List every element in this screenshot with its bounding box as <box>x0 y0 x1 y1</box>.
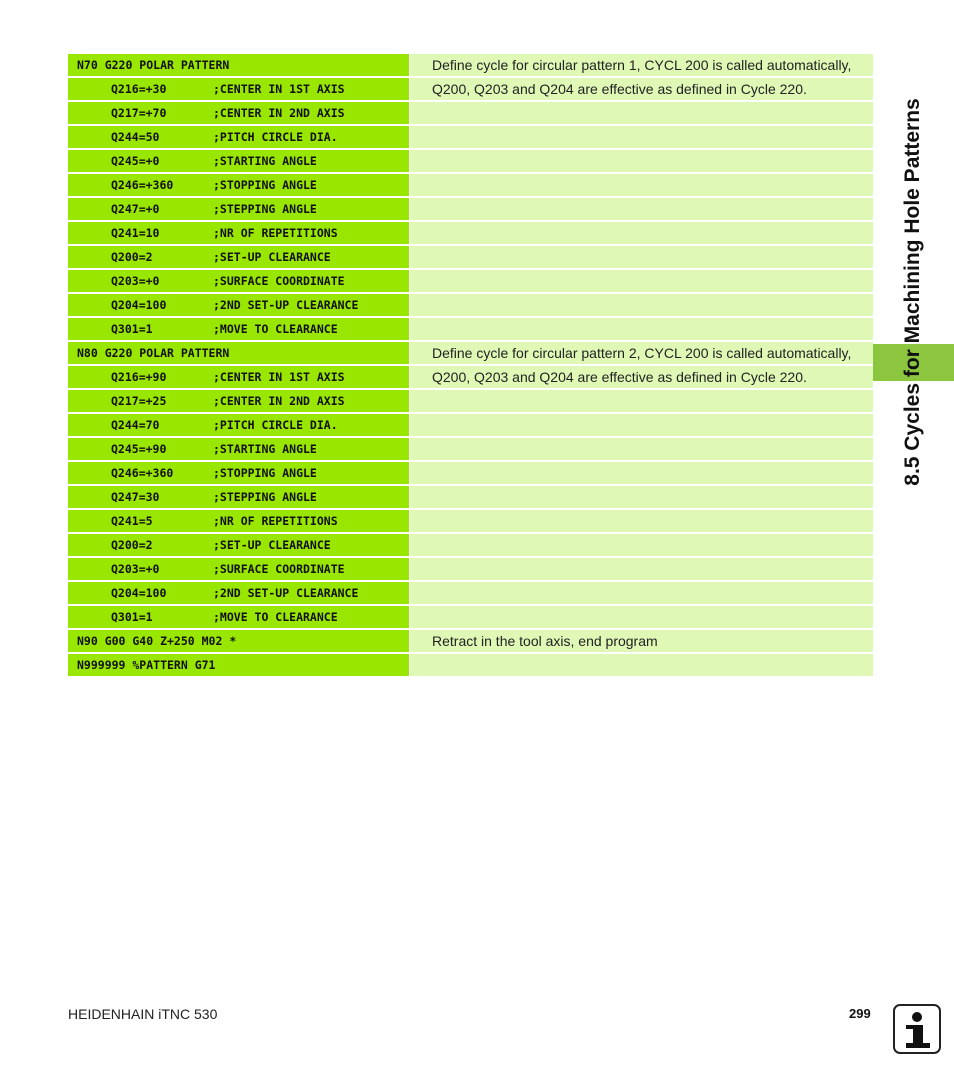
description-cell: Q200, Q203 and Q204 are effective as defined in Cycle 220. <box>410 78 873 100</box>
nc-comment: ;SURFACE COORDINATE <box>213 562 345 576</box>
listing-row <box>68 390 873 414</box>
nc-code-cell <box>68 126 409 148</box>
listing-row <box>68 654 873 678</box>
nc-code-cell <box>68 486 409 508</box>
nc-comment: ;CENTER IN 2ND AXIS <box>213 106 345 120</box>
listing-row <box>68 534 873 558</box>
listing-row <box>68 582 873 606</box>
nc-code-cell <box>68 198 409 220</box>
nc-code-cell <box>68 462 409 484</box>
description-cell <box>410 174 873 196</box>
description-cell <box>410 294 873 316</box>
description-cell: Define cycle for circular pattern 2, CYCL 200 is called automatically, <box>410 342 873 364</box>
listing-row <box>68 630 873 654</box>
nc-code-cell <box>68 174 409 196</box>
nc-comment: ;MOVE TO CLEARANCE <box>213 322 338 336</box>
description-cell <box>410 486 873 508</box>
nc-parameter: Q244=50 <box>111 130 160 144</box>
nc-parameter: Q200=2 <box>111 538 153 552</box>
listing-row <box>68 414 873 438</box>
nc-code-cell <box>68 582 409 604</box>
nc-code-cell <box>68 534 409 556</box>
listing-row <box>68 438 873 462</box>
nc-comment: ;NR OF REPETITIONS <box>213 514 338 528</box>
description-cell <box>410 582 873 604</box>
chapter-side-title-text: 8.5 Cycles for Machining Hole Patterns <box>901 98 924 486</box>
listing-row <box>68 342 873 366</box>
description-cell <box>410 510 873 532</box>
nc-parameter: Q217=+25 <box>111 394 167 408</box>
nc-parameter: Q241=5 <box>111 514 153 528</box>
nc-code-cell <box>68 414 409 436</box>
listing-row <box>68 510 873 534</box>
nc-code-cell: N999999 %PATTERN G71 <box>68 654 409 676</box>
nc-comment: ;STEPPING ANGLE <box>213 202 317 216</box>
listing-row <box>68 318 873 342</box>
listing-row <box>68 606 873 630</box>
nc-code-cell <box>68 78 409 100</box>
nc-parameter: Q216=+30 <box>111 82 167 96</box>
description-cell <box>410 438 873 460</box>
nc-comment: ;CENTER IN 1ST AXIS <box>213 370 345 384</box>
nc-parameter: Q216=+90 <box>111 370 167 384</box>
nc-code-cell <box>68 270 409 292</box>
nc-code-cell: N70 G220 POLAR PATTERN <box>68 54 409 76</box>
listing-row <box>68 294 873 318</box>
nc-comment: ;STOPPING ANGLE <box>213 466 317 480</box>
description-cell <box>410 270 873 292</box>
listing-row <box>68 366 873 390</box>
listing-row <box>68 246 873 270</box>
nc-comment: ;2ND SET-UP CLEARANCE <box>213 298 359 312</box>
nc-parameter: Q204=100 <box>111 298 167 312</box>
nc-comment: ;CENTER IN 1ST AXIS <box>213 82 345 96</box>
listing-row <box>68 126 873 150</box>
nc-code-cell <box>68 294 409 316</box>
listing-row <box>68 270 873 294</box>
nc-comment: ;2ND SET-UP CLEARANCE <box>213 586 359 600</box>
description-cell <box>410 534 873 556</box>
description-cell <box>410 390 873 412</box>
nc-code-cell <box>68 390 409 412</box>
info-icon <box>893 1004 941 1054</box>
nc-code-cell <box>68 222 409 244</box>
description-cell <box>410 558 873 580</box>
program-listing <box>68 54 873 678</box>
listing-row <box>68 462 873 486</box>
nc-parameter: Q203=+0 <box>111 274 160 288</box>
nc-code-cell <box>68 102 409 124</box>
nc-parameter: Q246=+360 <box>111 466 174 480</box>
nc-comment: ;CENTER IN 2ND AXIS <box>213 394 345 408</box>
nc-parameter: Q241=10 <box>111 226 160 240</box>
nc-parameter: Q204=100 <box>111 586 167 600</box>
nc-code-cell <box>68 510 409 532</box>
nc-code-cell <box>68 318 409 340</box>
footer-product: HEIDENHAIN iTNC 530 <box>68 1006 218 1022</box>
nc-code-cell <box>68 606 409 628</box>
nc-comment: ;SET-UP CLEARANCE <box>213 250 331 264</box>
nc-code-cell: N90 G00 G40 Z+250 M02 * <box>68 630 409 652</box>
page-number: 299 <box>849 1006 871 1021</box>
description-cell <box>410 654 873 676</box>
description-cell <box>410 102 873 124</box>
description-cell <box>410 246 873 268</box>
description-cell <box>410 462 873 484</box>
description-cell: Q200, Q203 and Q204 are effective as defined in Cycle 220. <box>410 366 873 388</box>
nc-parameter: Q200=2 <box>111 250 153 264</box>
listing-row <box>68 54 873 78</box>
nc-parameter: Q203=+0 <box>111 562 160 576</box>
listing-row <box>68 174 873 198</box>
listing-row <box>68 198 873 222</box>
nc-comment: ;MOVE TO CLEARANCE <box>213 610 338 624</box>
nc-parameter: Q217=+70 <box>111 106 167 120</box>
nc-code-cell <box>68 438 409 460</box>
description-cell <box>410 126 873 148</box>
nc-parameter: Q301=1 <box>111 610 153 624</box>
nc-comment: ;STEPPING ANGLE <box>213 490 317 504</box>
description-cell: Define cycle for circular pattern 1, CYCL 200 is called automatically, <box>410 54 873 76</box>
description-cell <box>410 414 873 436</box>
listing-row <box>68 78 873 102</box>
nc-code-cell <box>68 150 409 172</box>
nc-comment: ;PITCH CIRCLE DIA. <box>213 130 338 144</box>
nc-comment: ;NR OF REPETITIONS <box>213 226 338 240</box>
nc-parameter: Q244=70 <box>111 418 160 432</box>
nc-comment: ;SET-UP CLEARANCE <box>213 538 331 552</box>
nc-comment: ;PITCH CIRCLE DIA. <box>213 418 338 432</box>
nc-comment: ;SURFACE COORDINATE <box>213 274 345 288</box>
nc-code-cell <box>68 246 409 268</box>
description-cell <box>410 198 873 220</box>
listing-row <box>68 150 873 174</box>
nc-parameter: Q245=+0 <box>111 154 160 168</box>
description-cell <box>410 222 873 244</box>
nc-parameter: Q247=+0 <box>111 202 160 216</box>
description-cell <box>410 606 873 628</box>
nc-parameter: Q245=+90 <box>111 442 167 456</box>
nc-comment: ;STOPPING ANGLE <box>213 178 317 192</box>
nc-comment: ;STARTING ANGLE <box>213 442 317 456</box>
description-cell: Retract in the tool axis, end program <box>410 630 873 652</box>
nc-parameter: Q247=30 <box>111 490 160 504</box>
listing-row <box>68 558 873 582</box>
listing-row <box>68 102 873 126</box>
listing-row <box>68 486 873 510</box>
nc-comment: ;STARTING ANGLE <box>213 154 317 168</box>
nc-code-cell <box>68 558 409 580</box>
listing-row <box>68 222 873 246</box>
description-cell <box>410 150 873 172</box>
nc-code-cell: N80 G220 POLAR PATTERN <box>68 342 409 364</box>
description-cell <box>410 318 873 340</box>
nc-code-cell <box>68 366 409 388</box>
nc-parameter: Q301=1 <box>111 322 153 336</box>
nc-parameter: Q246=+360 <box>111 178 174 192</box>
